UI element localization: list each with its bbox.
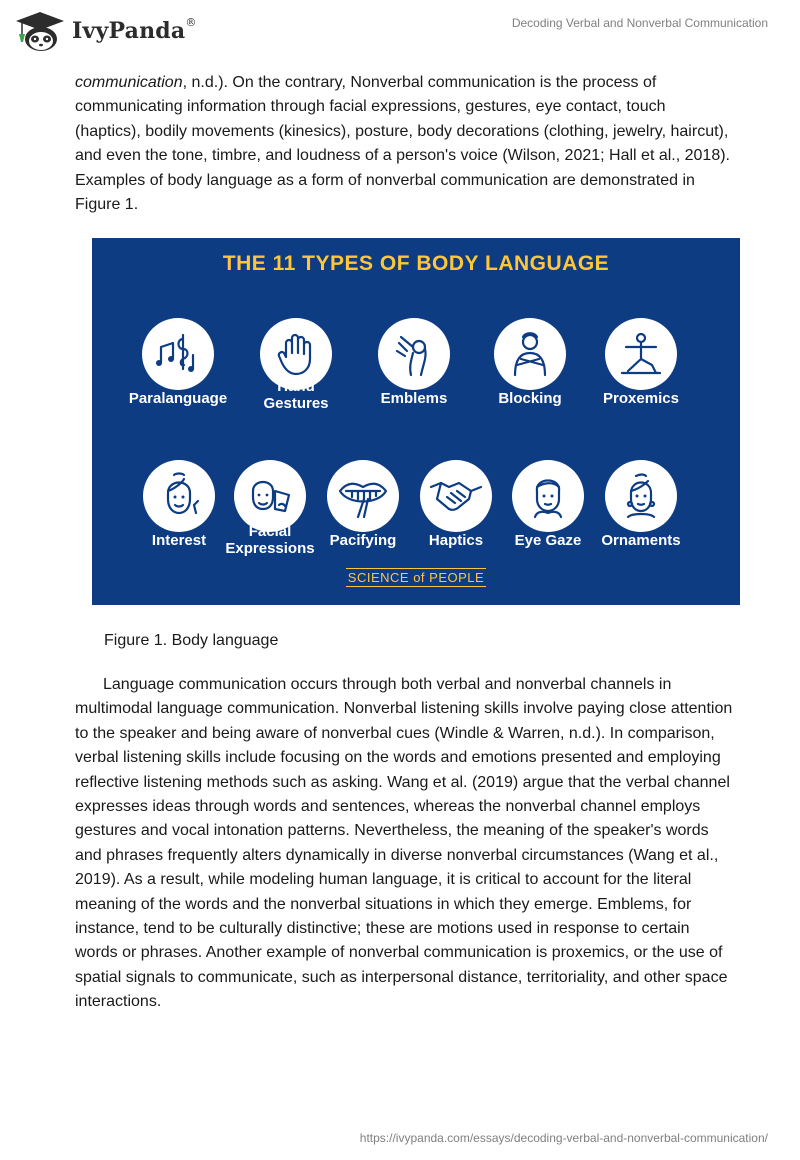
body-paragraph-2: Language communication occurs through both verbal and nonverbal channels in multimodal language communication. Nonverbal listening skills involve paying close attention to the speaker and being aware of nonverbal cues (Windle & Warren, n.d.). In comparison, verbal listening skills include focusing on the words and emotions presented and employing reflective listening methods such as asking. Wang et al. (2019) argue that the verbal channel expresses ideas through words and sentences, whereas the nonverbal channel employs gestures and vocal intonation patterns. Nevertheless, the meaning of the speaker's words and phrases frequently alters dynamically in diverse nonverbal circumstances (Wang et al., 2019). As a result, while modeling human language, it is critical to account for the literal meaning of the words and the nonverbal situations in which they emerge. Emblems, for instance, tend to be culturally distinctive; these are motions used in response to certain words or phrases. Another example of nonverbal communication is proxemics, or the use of spatial signals to communicate, such as interpersonal distance, territoriality, and other space interactions. [75,676,733,1011]
woman-earrings-icon [605,460,677,532]
figure-brand: SCIENCE of PEOPLE [347,570,485,585]
type-label-interest: Interest [151,532,207,549]
page-header [0,0,800,70]
handshake-icon [420,460,492,532]
type-label-hand-gestures: Hand Gestures [263,378,329,412]
type-label-blocking: Blocking [498,390,562,407]
body-language-figure [92,238,740,605]
figure-title: THE 11 TYPES OF BODY LANGUAGE [222,252,610,275]
yoga-pose-icon [605,318,677,390]
type-label-haptics: Haptics [428,532,484,549]
site-logo[interactable] [14,10,197,52]
figure-caption: Figure 1. Body language [104,632,279,649]
brand-name: IvyPanda® [72,16,197,44]
ok-hand-icon [378,318,450,390]
source-url[interactable]: https://ivypanda.com/essays/decoding-verbal-and-nonverbal-communication/ [359,1131,768,1145]
type-label-emblems: Emblems [380,390,448,407]
music-notes-icon [142,318,214,390]
document-title: Decoding Verbal and Nonverbal Communication [511,16,768,30]
type-label-pacifying: Pacifying [329,532,397,549]
type-label-facial-expressions: Facial Expressions [225,523,315,557]
man-face-icon [512,460,584,532]
type-label-paralanguage: Paralanguage [128,390,228,407]
crossed-arms-icon [494,318,566,390]
type-label-eye-gaze: Eye Gaze [514,532,582,549]
type-label-ornaments: Ornaments [601,532,681,549]
woman-face-icon [143,460,215,532]
type-label-proxemics: Proxemics [603,390,679,407]
face-mask-icon [234,460,306,532]
panda-logo-icon [14,10,66,52]
body-paragraph-1: communication, n.d.). On the contrary, Nonverbal communication is the process of communicating information through facial expressions, gestures, eye contact, touch (haptics), bodily movements (kinesics), posture, body decorations (clothing, jewelry, haircut), and even the tone, timbre, and loudness of a person's voice (Wilson, 2021; Hall et al., 2018). Examples of body language as a form of nonverbal communication are demonstrated in Figure 1. [75,74,730,214]
lip-bite-icon [327,460,399,532]
